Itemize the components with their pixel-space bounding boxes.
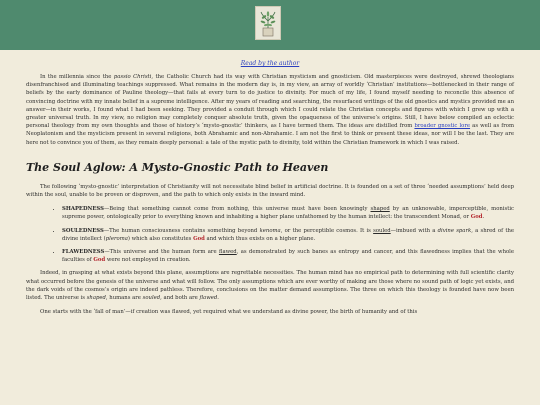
text: .	[482, 214, 485, 221]
term: FLAWEDNESS	[62, 249, 105, 256]
text: , a shred of the divine intellect (	[62, 227, 514, 242]
article	[0, 60, 540, 316]
term: SHAPEDNESS	[62, 206, 104, 213]
text-underline: flawed	[218, 249, 237, 256]
list-item	[62, 248, 514, 264]
term: SOULEDNESS	[62, 227, 104, 234]
text: , or the perceptible cosmos. It is	[280, 227, 374, 234]
list-item	[62, 227, 514, 243]
text: by an unknowable, imperceptible, monistic supreme power, ontologically prior to everything known and inhabiting a higher plane unfathomed by the human intellect: the transcendent Monad, or	[62, 206, 514, 221]
paragraph	[26, 269, 514, 302]
text: , the Catholic Church had its way with Christian mysticism and gnosticism. Old masterpieces were destroyed, shrewd theologians disenfranchised and illuminating teachings suppressed. What remains in the modern day is, in my view, an array of worldly ‘Christian’ institutions—bottlenecked in their range of beliefs by the early dominance of Pauline theology—that fails at every turn to do justice to divinity. For much of my life, I found myself needing to reconcile this absence of convincing doctrine with my innate belief in a supreme intelligence. After my years of reading and searching, the resurfaced writings of the old gnostics and mystics provided me an answer—in their works, I found what I had been seeking. They provided a conduit through which I could relate the Christian concepts and figures with which I grew up with a greater universal truth. In my view, no religion may completely conquer absolute truth, given the opaqueness of the universe’s origins. Still, I have below compiled an eclectic personal theology from my own thoughts and those of history’s ‘mysto-gnostic’ thinkers, as I have termed them. The ideas are distilled from	[26, 74, 514, 130]
byline	[26, 60, 514, 67]
text: .	[217, 295, 219, 302]
text: , humans are	[105, 295, 143, 302]
potted-plant-icon[interactable]	[255, 6, 281, 40]
text-italic: pleroma	[105, 235, 128, 242]
text-italic: souled	[142, 295, 161, 302]
text-italic: kenoma	[259, 227, 281, 234]
text: In the millennia since the	[40, 74, 114, 80]
gnostic-lore-link[interactable]: broader gnostic lore	[414, 123, 471, 130]
text: —The human consciousness contains something beyond	[103, 227, 260, 234]
list-item	[62, 205, 514, 221]
god-term: God	[193, 235, 205, 242]
text: ) which also constitutes	[127, 235, 194, 242]
text-italic: shaped	[86, 295, 106, 302]
text: —imbued with a	[390, 227, 438, 234]
text: were not employed in creation.	[105, 257, 191, 264]
audio-reading-link[interactable]: Read by the author	[240, 60, 300, 67]
text-italic: flawed	[199, 295, 218, 302]
text: , as demonstrated by such banes as entropy and cancer, and this flawedness implies that the whole faculties of	[62, 249, 514, 264]
text-italic: divine spark	[437, 227, 472, 234]
text: —This universe and the human form are	[104, 249, 219, 256]
text: and which thus exists on a higher plane.	[204, 235, 316, 242]
paragraph: The following ‘mysto-gnostic’ interpretation of Christianity will not necessitate blind belief in artificial doctrine. It is founded on a set of three ‘needed assumptions’ held deep within the soul, unable to be proven or disproven, and the path to which only exists in the inward mind.	[26, 183, 514, 199]
section-heading: The Soul Aglow: A Mysto-Gnostic Path to Heaven	[26, 160, 329, 174]
text: , and both are	[160, 295, 200, 302]
text-italic: passio Christi	[113, 74, 152, 80]
god-term: God	[93, 257, 106, 264]
intro-paragraph	[26, 73, 514, 147]
text: —Being that something cannot come from nothing, this universe must have been knowingly	[103, 206, 371, 213]
text-underline: shaped	[370, 206, 390, 213]
assumption-list	[26, 205, 514, 264]
god-term: God	[470, 214, 483, 221]
text-underline: souled	[373, 227, 391, 234]
text: as well as from Neoplatonism and the mysticism present in several religions, both Abrahamic and non-Abrahamic. I am not the first to think or present these ideas, nor will I be the last. They are here not to convince you of them, as they remain deeply personal: a tale of the mystic path to divinity, told within the Christian framework in which I was raised.	[26, 123, 514, 146]
text: Indeed, in grasping at what exists beyond this plane, assumptions are regrettable necessities. The human mind has no empirical path to determining with full scientific clarity what occurred before the genesis of the universe and what will follow. The only assumptions which are ever worthy of making are those where no sound path of logic yet exists, and the dark voids of the cosmos’s origin are indeed pathless. Therefore, conclusions on the matter demand assumptions. The three on which this theology is founded have now been listed. The universe is	[26, 270, 514, 302]
paragraph: One starts with the ‘fall of man’—if creation was flawed, yet required what we understand as divine power, the birth of humanity and of this	[40, 309, 418, 316]
site-header	[0, 0, 540, 50]
